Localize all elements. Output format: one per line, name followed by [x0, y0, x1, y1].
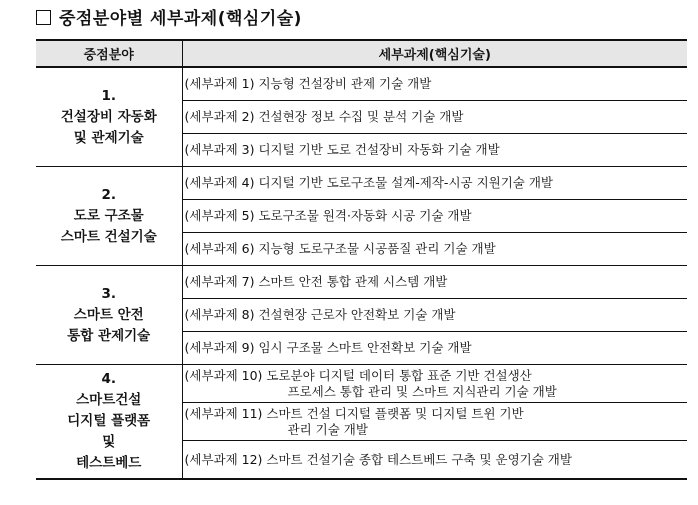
task-cell	[182, 403, 687, 441]
focus-area-title-line: 스마트건설	[76, 392, 142, 408]
heading-text: 중점분야별 세부과제(핵심기술)	[59, 9, 302, 29]
task-line: (세부과제 10) 도로분야 디지털 데이터 통합 표준 기반 건설생산	[184, 367, 532, 383]
focus-area-title-line: 스마트 건설기술	[60, 228, 157, 245]
focus-area-title-line: 및	[102, 434, 116, 450]
focus-area-title-line: 및 관제기술	[73, 129, 144, 146]
focus-area-3	[36, 266, 182, 365]
focus-area-number: 3.	[101, 285, 117, 302]
table-row	[36, 67, 687, 101]
table-row	[36, 266, 687, 299]
task-cell: (세부과제 8) 건설현장 근로자 안전확보 기술 개발	[182, 299, 687, 332]
task-line-continued: 프로세스 통합 관리 및 스마트 지식관리 기술 개발	[287, 383, 557, 399]
task-cell: (세부과제 6) 지능형 도로구조물 시공품질 관리 기술 개발	[182, 233, 687, 266]
focus-area-number: 1.	[101, 87, 117, 104]
checkbox-square-icon	[36, 10, 51, 25]
task-line-continued: 관리 기술 개발	[287, 421, 368, 437]
focus-area-2	[36, 167, 182, 266]
focus-area-number: 2.	[101, 186, 117, 203]
task-cell: (세부과제 7) 스마트 안전 통합 관제 시스템 개발	[182, 266, 687, 299]
header-focus-area: 중점분야	[36, 40, 182, 67]
task-cell: (세부과제 12) 스마트 건설기술 종합 테스트베드 구축 및 운영기술 개발	[182, 441, 687, 480]
focus-area-title-line: 테스트베드	[76, 455, 142, 471]
task-cell: (세부과제 4) 디지털 기반 도로구조물 설계-제작-시공 지원기술 개발	[182, 167, 687, 200]
task-cell: (세부과제 3) 디지털 기반 도로 건설장비 자동화 기술 개발	[182, 134, 687, 167]
task-line: (세부과제 11) 스마트 건설 디지털 플랫폼 및 디지털 트윈 기반	[184, 405, 524, 421]
task-cell: (세부과제 9) 임시 구조물 스마트 안전확보 기술 개발	[182, 332, 687, 365]
focus-area-number: 4.	[101, 371, 117, 387]
task-table	[36, 39, 687, 480]
focus-area-title-line: 도로 구조물	[73, 207, 144, 224]
focus-area-1	[36, 67, 182, 167]
table-row	[36, 365, 687, 403]
task-cell: (세부과제 1) 지능형 건설장비 관제 기술 개발	[182, 67, 687, 101]
header-detailed-task: 세부과제(핵심기술)	[182, 40, 687, 67]
task-cell: (세부과제 2) 건설현장 정보 수집 및 분석 기술 개발	[182, 101, 687, 134]
focus-area-title-line: 스마트 안전	[73, 306, 144, 323]
task-cell: (세부과제 5) 도로구조물 원격·자동화 시공 기술 개발	[182, 200, 687, 233]
focus-area-title-line: 디지털 플랫폼	[67, 413, 151, 429]
task-cell	[182, 365, 687, 403]
table-header-row	[36, 40, 687, 67]
focus-area-4	[36, 365, 182, 480]
focus-area-title-line: 통합 관제기술	[67, 327, 151, 344]
focus-area-title-line: 건설장비 자동화	[60, 108, 157, 125]
page-heading	[36, 4, 302, 29]
table-row	[36, 167, 687, 200]
